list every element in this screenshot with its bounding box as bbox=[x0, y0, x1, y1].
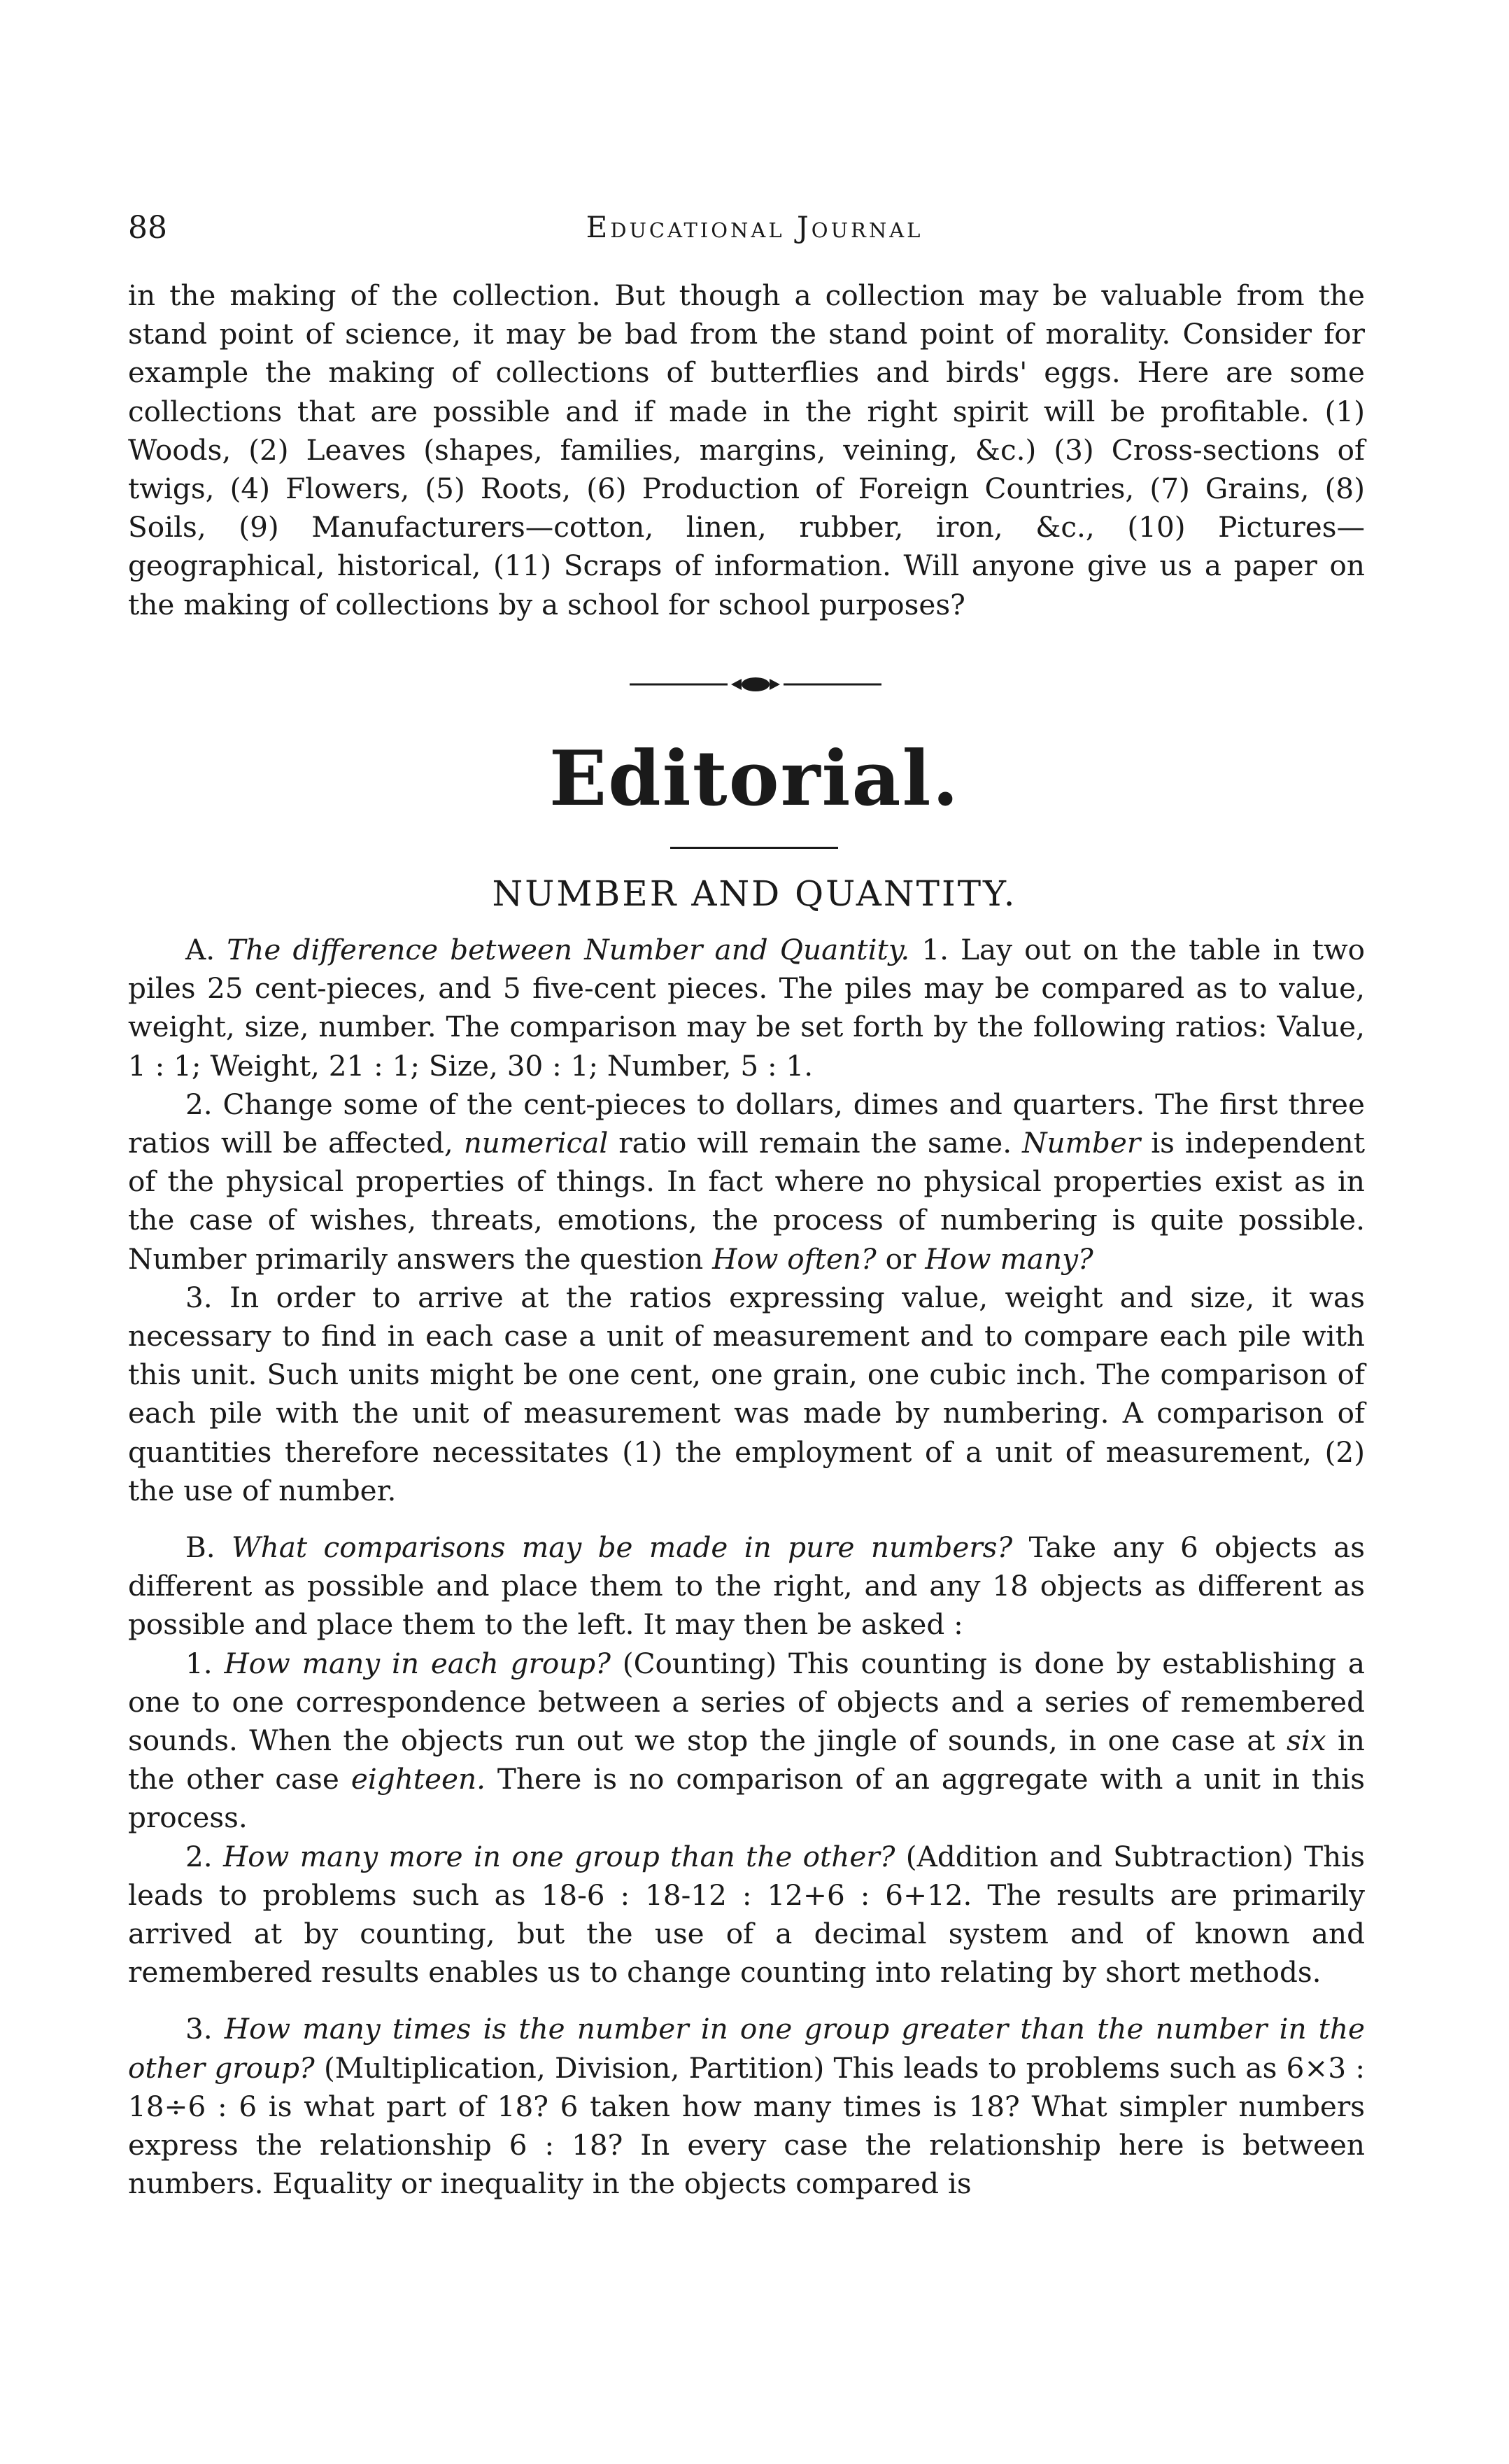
q3-text: (Multiplication, Division, Partition) This leads to problems such as 6×3 : 18÷6 : 6 is what part of 18? 6 taken how many times is 18? What simpler numbers express the relationship 6 : 18? In every case the relationship here is between numbers. Equality or inequality in the objects compared is bbox=[128, 2050, 1365, 2201]
p2-text-b: ratio will remain the same. bbox=[618, 1126, 1012, 1160]
article-body bbox=[128, 931, 1365, 2204]
part-b-label: B. bbox=[185, 1530, 215, 1565]
p2-or: or bbox=[885, 1241, 916, 1276]
section-title: NUMBER AND QUANTITY. bbox=[492, 873, 1017, 914]
q1-number: 1. bbox=[185, 1646, 213, 1680]
p2-text-a: 2. Change some of the cent-pieces to dollars, dimes and quarters. The first three ratios will be affected, bbox=[128, 1087, 1365, 1160]
q1-em-eighteen: eighteen. bbox=[350, 1762, 486, 1796]
q3-heading: How many times is the number in one group greater than the number in the other group? bbox=[128, 2012, 1366, 2085]
part-a-paragraph-3: 3. In order to arrive at the ratios expressing value, weight and size, it was necessary to find in each case a unit of measurement and to compare each pile with this unit. Such units might be one cent, one grain, one cubic inch. The comparison of each pile with the unit of measurement was made by numbering. A comparison of quantities therefore necessitates (1) the employment of a unit of measurement, (2) the use of number. bbox=[128, 1280, 1365, 1507]
q2-heading: How many more in one group than the other? bbox=[222, 1839, 895, 1873]
part-b-question-1 bbox=[128, 1645, 1365, 1838]
masthead-title: Editorial. bbox=[548, 735, 961, 823]
part-b-intro bbox=[128, 1528, 1365, 1645]
part-a-item-1: 1. Lay out on the table in two piles 25 cent-pieces, and 5 five-cent pieces. The piles may be compared as to value, weight, size, number. The comparison may be set forth by the following ratios: Value, 1 : 1; Weight, 21 : 1; Size, 30 : 1; Number, 5 : 1. bbox=[128, 933, 1366, 1083]
part-a-paragraph-2 bbox=[128, 1085, 1365, 1279]
p2-text-c: is independent of the physical properties of things. In fact where no physical properties exist as in the case of wishes, threats, emotions, the process of numbering is quite possible. Number primarily answers the question bbox=[128, 1126, 1366, 1276]
part-a-paragraph-1 bbox=[128, 931, 1365, 1085]
part-b-question-2 bbox=[128, 1838, 1365, 1992]
p2-em-numerical: numerical bbox=[463, 1126, 609, 1160]
p2-em-how-many: How many? bbox=[925, 1241, 1093, 1276]
p2-em-how-often: How often? bbox=[712, 1241, 877, 1276]
part-b-intro-text: Take any 6 objects as different as possible and place them to the right, and any 18 objects as different as possible and place them to the left. It may then be asked : bbox=[128, 1530, 1366, 1642]
page-number: 88 bbox=[128, 210, 167, 246]
q3-number: 3. bbox=[185, 2012, 213, 2046]
part-a-heading: The difference between Number and Quantity. bbox=[227, 933, 910, 966]
q1-text-c: There is no comparison of an aggregate with a unit in this process. bbox=[128, 1762, 1365, 1835]
ornament-divider bbox=[630, 672, 881, 697]
intro-block bbox=[128, 276, 1365, 624]
q1-text-b: in the other case bbox=[128, 1724, 1366, 1796]
p2-em-number: Number bbox=[1022, 1126, 1141, 1160]
part-b-heading: What comparisons may be made in pure numbers? bbox=[232, 1530, 1013, 1565]
q1-heading: How many in each group? bbox=[224, 1646, 611, 1680]
masthead-rule bbox=[670, 847, 838, 849]
part-b-question-3 bbox=[128, 2010, 1365, 2203]
intro-paragraph: in the making of the collection. But though a collection may be valuable from the stand point of science, it may be bad from the stand point of morality. Consider for example the making of collections of butterflies and birds' eggs. Here are some collections that are possible and if made in the right spirit will be profitable. (1) Woods, (2) Leaves (shapes, families, margins, veining, &c.) (3) Cross-sections of twigs, (4) Flowers, (5) Roots, (6) Production of Foreign Countries, (7) Grains, (8) Soils, (9) Manufacturers—cotton, linen, rubber, iron, &c., (10) Pictures—geographical, historical, (11) Scraps of information. Will anyone give us a paper on the making of collections by a school for school purposes? bbox=[128, 279, 1365, 621]
running-header: Educational Journal bbox=[586, 210, 923, 244]
q1-em-six: six bbox=[1287, 1724, 1326, 1758]
q1-text-a: (Counting) This counting is done by establishing a one to one correspondence between a series of objects and a series of remembered sounds. When the objects run out we stop the jingle of sounds, in one case at bbox=[128, 1646, 1366, 1758]
part-a-label: A. bbox=[185, 933, 215, 966]
q2-text: (Addition and Subtraction) This leads to problems such as 18-6 : 18-12 : 12+6 : 6+12. The results are primarily arrived at by counting, but the use of a decimal system and of known and remembered results enables us to change counting into relating by short methods. bbox=[128, 1839, 1365, 1990]
q2-number: 2. bbox=[185, 1839, 213, 1873]
